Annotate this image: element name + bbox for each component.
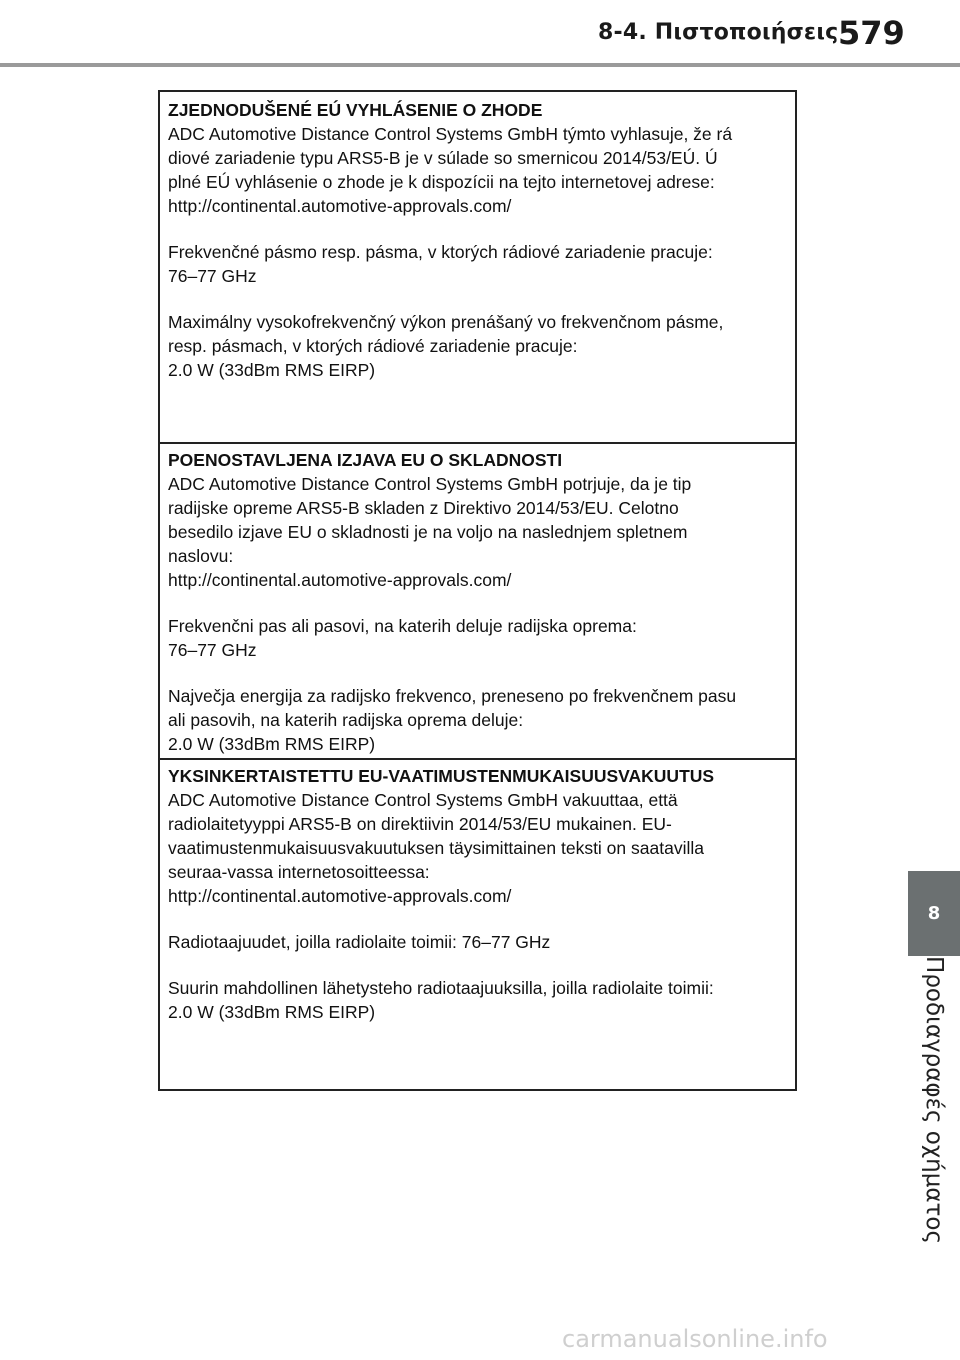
chapter-number: 8 <box>927 903 941 924</box>
band-value: 76–77 GHz <box>168 266 257 286</box>
declaration-section-finnish <box>160 760 795 1024</box>
power-value: 2.0 W (33dBm RMS EIRP) <box>168 1002 376 1022</box>
body-line: radijske opreme ARS5-B skladen z Direktivo 2014/53/EU. Celotno <box>168 498 679 518</box>
power-value: 2.0 W (33dBm RMS EIRP) <box>168 734 376 754</box>
body-line: seuraa-vassa internetosoitteessa: <box>168 862 430 882</box>
power-line: resp. pásmach, v ktorých rádiové zariadenie pracuje: <box>168 336 578 356</box>
band-label: Frekvenčni pas ali pasovi, na katerih deluje radijska oprema: <box>168 616 637 636</box>
body-line: naslovu: <box>168 546 234 566</box>
band-label: Frekvenčné pásmo resp. pásma, v ktorých rádiové zariadenie pracuje: <box>168 242 713 262</box>
power-line: ali pasovih, na katerih radijska oprema deluje: <box>168 710 524 730</box>
declaration-box <box>158 90 797 1091</box>
watermark: carmanualsonline.info <box>562 1325 828 1353</box>
power-line: Maximálny vysokofrekvenčný výkon prenášaný vo frekvenčnom pásme, <box>168 312 724 332</box>
band-value: 76–77 GHz <box>168 640 257 660</box>
power-line: Največja energija za radijsko frekvenco, preneseno po frekvenčnem pasu <box>168 686 737 706</box>
body-line: vaatimustenmukaisuusvakuutuksen täysimittainen teksti on saatavilla <box>168 838 704 858</box>
body-line: radiolaitetyyppi ARS5-B on direktiivin 2014/53/EU mukainen. EU- <box>168 814 672 834</box>
page-number: 579 <box>838 14 905 52</box>
url-line: http://continental.automotive-approvals.com/ <box>168 196 512 216</box>
body-line: diové zariadenie typu ARS5-B je v súlade so smernicou 2014/53/EÚ. Ú <box>168 148 718 168</box>
declaration-section-slovenian <box>160 444 795 756</box>
body-line: plné EÚ vyhlásenie o zhode je k dispozícii na tejto internetovej adrese: <box>168 172 715 192</box>
body-line: ADC Automotive Distance Control Systems GmbH vakuuttaa, että <box>168 790 678 810</box>
band-label: Radiotaajuudet, joilla radiolaite toimii: 76–77 GHz <box>168 932 551 952</box>
chapter-title-vertical: Προδιαγραφές οχήματος <box>921 956 947 1244</box>
url-line: http://continental.automotive-approvals.com/ <box>168 886 512 906</box>
header-divider <box>0 63 960 67</box>
section-heading: YKSINKERTAISTETTU EU-VAATIMUSTENMUKAISUUSVAKUUTUS <box>168 766 715 786</box>
url-line: http://continental.automotive-approvals.com/ <box>168 570 512 590</box>
body-line: besedilo izjave EU o skladnosti je na voljo na naslednjem spletnem <box>168 522 688 542</box>
power-value: 2.0 W (33dBm RMS EIRP) <box>168 360 376 380</box>
section-title: 8-4. Πιστοποιήσεις <box>598 20 839 45</box>
body-line: ADC Automotive Distance Control Systems GmbH týmto vyhlasuje, že rá <box>168 124 733 144</box>
chapter-tab[interactable] <box>908 871 960 956</box>
power-line: Suurin mahdollinen lähetysteho radiotaajuuksilla, joilla radiolaite toimii: <box>168 978 714 998</box>
declaration-section-slovak <box>160 94 795 382</box>
section-heading: ZJEDNODUŠENÉ EÚ VYHLÁSENIE O ZHODE <box>168 100 543 120</box>
section-heading: POENOSTAVLJENA IZJAVA EU O SKLADNOSTI <box>168 450 563 470</box>
body-line: ADC Automotive Distance Control Systems GmbH potrjuje, da je tip <box>168 474 692 494</box>
